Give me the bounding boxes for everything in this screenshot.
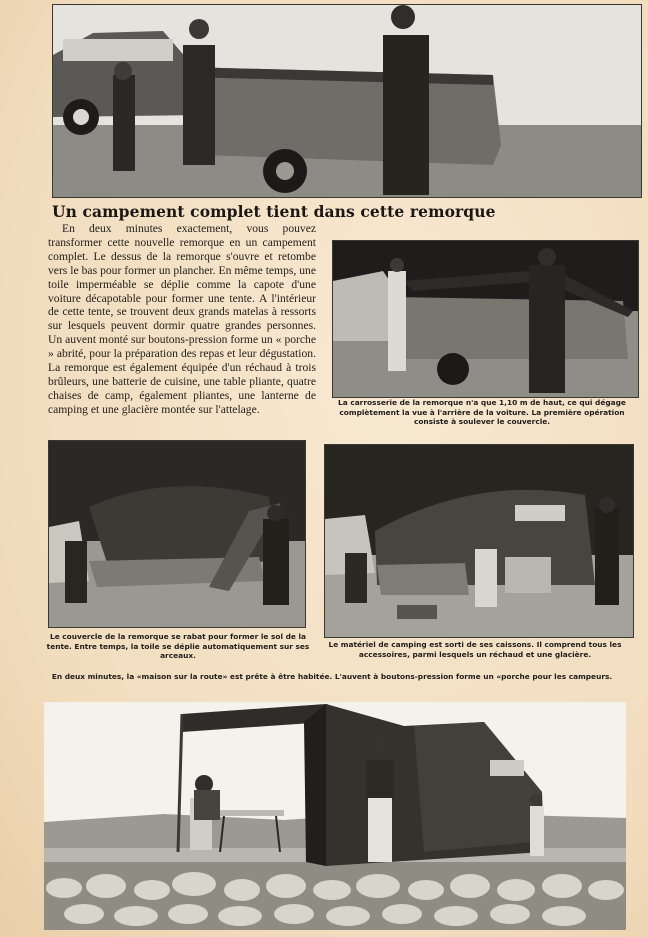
caption-lid-folding: Le couvercle de la remorque se rabat pour former le sol de la tente. Entre temps, la toile se déplie automatiquement sur ses arceaux. [46, 632, 310, 661]
article-body: En deux minutes exactement, vous pouvez transformer cette nouvelle remorque en un campement complet. Le dessus de la remorque s'ouvre et retombe vers le bas pour former un plancher. En même temps, une toile imperméable se déplie comme la capote d'une voiture décapotable pour former une tente. A l'intérieur de cette tente, se trouvent deux grands matelas à ressorts sur lesquels peuvent dormir quatre grandes personnes. Un auvent monté sur boutons-pression forme un « porche » abrité, pour la préparation des repas et leur dégustation. La remorque est également équipée d'un réchaud à trois brûleurs, une batterie de cuisine, une table pliante, quatre chaises de camp, également pliantes, une lanterne de camping et une glacière montée sur l'attelage. [48, 222, 316, 416]
caption-lifting-lid: La carrosserie de la remorque n'a que 1,10 m de haut, ce qui dégage complètement la vue à l'arrière de la voiture. La première opération consiste à soulever le couvercle. [338, 398, 626, 427]
photo-lifting-lid [332, 240, 639, 398]
photo-lid-folding [48, 440, 306, 628]
photo-trailer-hitched [52, 4, 642, 198]
article-headline: Un campement complet tient dans cette remorque [52, 202, 496, 221]
photo-finished-camp [44, 702, 626, 930]
caption-camping-gear: Le matériel de camping est sorti de ses caissons. Il comprend tous les accessoires, parmi lesquels un réchaud et une glacière. [328, 640, 622, 659]
photo-camping-gear [324, 444, 634, 638]
caption-finished-camp: En deux minutes, la «maison sur la route» est prête à être habitée. L'auvent à boutons-pression forme un «porche pour les campeurs. [51, 672, 613, 681]
